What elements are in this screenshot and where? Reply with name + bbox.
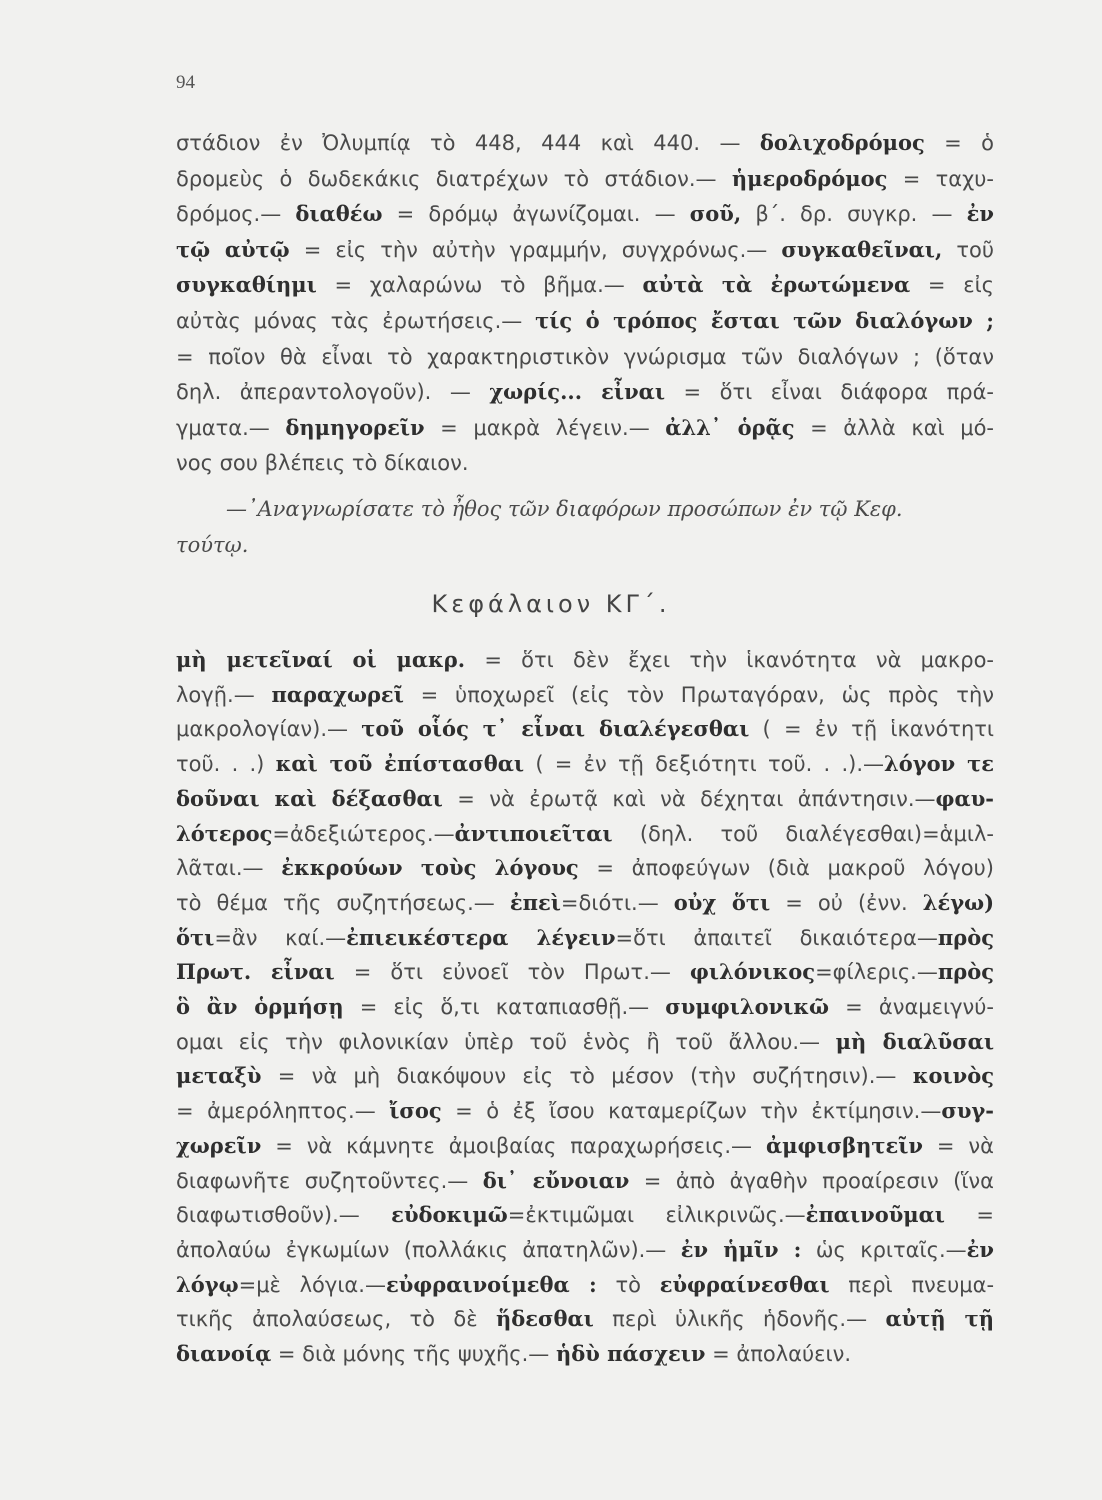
text-line [176,680,994,710]
headword: ἐν [966,201,994,227]
text-segment: = ὅτι εὐνοεῖ τὸν Πρωτ.— [334,960,690,985]
text-line [176,645,994,675]
headword: ἐν [966,1236,994,1262]
text-line [176,377,994,407]
headword: ἀλλ᾽ ὁρᾷς [665,414,795,440]
text-line [176,1200,994,1230]
text-segment: β΄. δρ. συγκρ. — [741,202,967,227]
text-line [176,888,994,918]
text-segment: =διότι.— [560,890,674,915]
headword: ἡμεροδρόμος [731,165,888,191]
text-segment: = μακρὰ λέγειν.— [424,415,666,440]
headword: μεταξὺ [176,1063,262,1089]
text-segment: λᾶται.— [176,856,282,881]
text-segment: = διὰ μόνης τῆς ψυχῆς.— [271,1342,556,1366]
text-segment: =ἂν καί.— [214,925,347,950]
text-segment: =φίλερις.— [815,960,938,985]
text-segment: =ὅτι ἀπαιτεῖ δικαιότερα— [615,925,938,950]
text-line [176,1270,994,1300]
text-line [176,923,994,953]
headword: συγκαθίημι [176,272,317,298]
page-number: 94 [176,72,195,93]
text-segment: λογῇ.— [176,682,272,707]
text-line [176,413,994,443]
headword: μὴ διαλῦσαι [835,1028,994,1054]
text-segment: = ἀλλὰ καὶ μό- [794,415,995,440]
text-line [176,1339,994,1369]
headword: χωρίς... εἶναι [489,379,665,405]
text-segment: τοῦ [942,237,994,262]
headword: εὐφραινοίμεθα : [385,1271,597,1297]
text-segment: = οὐ (ἐνν. [770,890,923,915]
headword: Πρωτ. εἶναι [176,959,335,985]
text-segment: = εἰς [910,273,994,298]
text-segment: ἀπολαύω ἐγκωμίων (πολλάκις ἀπατηλῶν).— [176,1237,681,1262]
headword: λέγω) [922,889,995,915]
headword: οὐχ ὅτι [673,889,771,915]
text-line [176,1131,994,1161]
text-segment: = ἀπὸ ἀγαθὴν προαίρεσιν (ἵνα [629,1168,995,1193]
text-segment: ὡς κριταῖς.— [801,1237,967,1262]
text-line [176,853,994,883]
text-segment: = ὅτι δὲν ἔχει τὴν ἱκανότητα νὰ μακρο- [465,648,994,672]
text-line [176,128,994,158]
text-line [176,992,994,1022]
headword: δοῦναι καὶ δέξασθαι [176,785,443,811]
text-segment: = νὰ κάμνητε ἀμοιβαίας παραχωρήσεις.— [261,1133,766,1158]
headword: κοινὸς [912,1063,994,1089]
text-segment: ( = ἐν τῇ δεξιότητι τοῦ. . .).— [524,752,885,777]
text-line [176,784,994,814]
text-line [176,1235,994,1265]
text-segment: = νὰ [923,1133,994,1158]
text-segment: διαφωνῆτε συζητοῦντες.— [176,1168,483,1193]
text-segment: (δηλ. τοῦ διαλέγεσθαι)=ἁμιλ- [612,821,994,846]
text-line [176,342,994,372]
headword: παραχωρεῖ [271,681,404,707]
exercise-question: —᾽Αναγνωρίσατε τὸ ἦθος τῶν διαφόρων προσώπων ἐν τῷ Κεφ. [226,497,903,521]
text-segment: τικῆς ἀπολαύσεως, τὸ δὲ [176,1307,496,1332]
text-segment: = ὁ [924,131,994,155]
headword: λόγῳ [176,1271,239,1297]
text-line [176,714,994,744]
headword: πρὸς [937,959,994,985]
text-segment: = ὁ ἐξ ἴσου καταμερίζων τὴν ἐκτίμησιν.— [441,1099,942,1124]
headword: ἐκκρούων τοὺς λόγους [281,855,579,881]
headword: ἀμφισβητεῖν [765,1132,923,1158]
headword: ἀντιποιεῖται [454,820,613,846]
chapter-heading: Κεφάλαιον ΚΓ΄. [431,590,671,618]
text-segment: =ἀδεξιώτερος.— [272,821,455,846]
headword: φιλόνικος [689,959,816,985]
headword: ἐπεὶ [509,889,561,915]
text-segment: = ἀμερόληπτος.— [176,1099,390,1124]
text-segment: = ὑποχωρεῖ (εἰς τὸν Πρωταγόραν, ὡς πρὸς τὴν [403,682,994,707]
text-segment: δηλ. ἀπεραντολογοῦν). — [176,380,490,405]
headword: σοῦ, [689,201,742,227]
headword: ἐπιεικέστερα λέγειν [346,924,616,950]
text-segment: = ὅτι εἶναι διάφορα πρά- [665,380,994,405]
headword: τῷ αὐτῷ [176,236,290,262]
exercise-question-end: τούτῳ. [176,533,249,557]
headword: πρὸς [937,924,994,950]
text-line [176,1304,994,1334]
text-segment: στάδιον ἐν Ὀλυμπίᾳ τὸ 448, 444 καὶ 440. — [176,131,760,155]
text-segment: =μὲ λόγια.— [238,1272,386,1297]
headword: τοῦ οἷός τ᾽ εἶναι διαλέγεσθαι [361,716,750,742]
headword: ἐπαινοῦμαι [805,1202,945,1228]
text-segment: νος σου βλέπεις τὸ δίκαιον. [176,451,469,476]
text-line [176,819,994,849]
text-line [176,1061,994,1091]
text-segment: μὴ μετεῖναί οἱ μακρ. [176,647,466,672]
text-segment: μακρολογίαν).— [176,717,362,742]
headword: συμφιλονικῶ [665,994,830,1019]
headword: διαθέω [295,201,383,227]
headword: δολιχοδρόμος [759,130,925,155]
text-line [176,957,994,987]
headword: ὅτι [176,924,215,950]
text-segment: = χαλαρώνω τὸ βῆμα.— [316,273,643,298]
headword: εὐφραίνεσθαι [659,1271,830,1297]
text-line [176,235,994,265]
text-segment: = δρόμῳ ἀγωνίζομαι. — [382,202,690,227]
text-line [176,199,994,229]
text-segment: αὐτὰς μόνας τὰς ἐρωτήσεις.— [176,309,536,333]
text-segment: δρόμος.— [176,202,296,227]
text-segment: = [944,1203,995,1228]
text-segment: ομαι εἰς τὴν φιλονικίαν ὑπὲρ τοῦ ἑνὸς ἢ τοῦ ἄλλου.— [176,1029,836,1054]
text-segment: = εἰς τὴν αὐτὴν γραμμήν, συγχρόνως.— [289,237,782,262]
text-segment: = ἀποφεύγων (διὰ μακροῦ λόγου) [578,856,994,881]
text-segment: τοῦ. . .) [176,752,276,777]
text-segment: γματα.— [176,415,286,440]
text-segment: δρομεὺς ὁ δωδεκάκις διατρέχων τὸ στάδιον.— [176,166,732,191]
text-segment: περὶ πνευμα- [829,1272,995,1297]
headword: ἐν ἡμῖν : [680,1236,802,1262]
headword: ὃ ἂν ὁρμήσῃ [176,994,344,1019]
text-line [176,1166,994,1196]
headword: εὐδοκιμῶ [391,1202,508,1228]
headword: διανοίᾳ [176,1341,272,1366]
text-line [176,164,994,194]
text-segment: = ποῖον θὰ εἶναι τὸ χαρακτηριστικὸν γνώρισμα τῶν διαλόγων ; (ὅταν [176,344,994,369]
text-line [176,1027,994,1057]
text-segment: τὸ [596,1272,660,1297]
headword: συγ- [941,1098,994,1124]
headword: δι᾽ εὔνοιαν [482,1167,630,1193]
text-line [176,448,994,478]
headword: λόγον τε [884,751,994,777]
text-line [176,749,994,779]
text-segment: = νὰ ἐρωτᾷ καὶ νὰ δέχηται ἀπάντησιν.— [442,786,936,811]
headword: δημηγορεῖν [285,414,425,440]
text-segment: = νὰ μὴ διακόψουν εἰς τὸ μέσον (τὴν συζήτησιν).— [261,1064,913,1089]
headword: χωρεῖν [176,1132,262,1158]
headword: λότερος [176,820,273,846]
text-line [176,270,994,300]
text-segment: =ἐκτιμῶμαι εἰλικρινῶς.— [507,1203,806,1228]
headword: ἥδεσθαι [495,1306,594,1332]
text-line [176,306,994,336]
headword: αὐτῇ τῇ [885,1306,995,1332]
headword: φαυ- [935,785,994,811]
text-line [176,1096,994,1126]
text-segment: διαφωτισθοῦν).— [176,1203,392,1228]
headword: συγκαθεῖναι, [781,236,943,262]
text-segment: τὸ θέμα τῆς συζητήσεως.— [176,890,510,915]
headword: τίς ὁ τρόπος ἔσται τῶν διαλόγων ; [535,308,994,333]
text-segment: = εἰς ὅ,τι καταπιασθῇ.— [343,995,666,1019]
headword: ἴσος [389,1098,442,1124]
text-segment: ( = ἐν τῇ ἱκανότητι [749,717,995,742]
text-segment: = ἀναμειγνύ- [829,995,995,1019]
text-segment: περὶ ὑλικῆς ἡδονῆς.— [593,1307,886,1332]
headword: καὶ τοῦ ἐπίστασθαι [275,751,525,777]
text-segment: = ἀπολαύειν. [705,1342,852,1366]
text-segment: = ταχυ- [887,166,994,191]
headword: αὐτὰ τὰ ἐρωτώμενα [642,272,911,298]
headword: ἡδὺ πάσχειν [555,1341,706,1366]
